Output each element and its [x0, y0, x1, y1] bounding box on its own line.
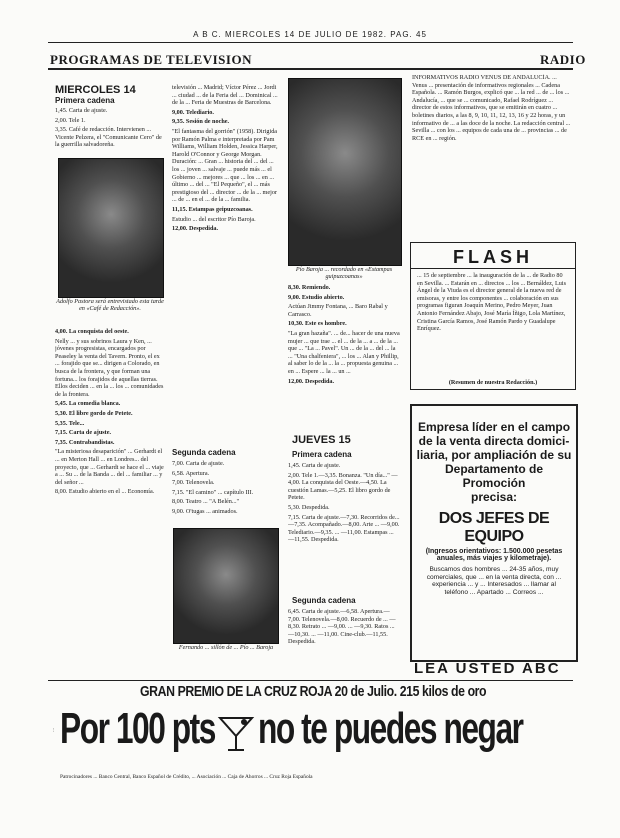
col2a-item: 12,00. Despedida.	[172, 225, 219, 233]
col1a-item: 3,35. Café de redacción. Intervienen ... Vicente Pelzera, el "Comunicante Cero" de la guerrilla salvadoreña.	[55, 126, 162, 149]
flash-box	[410, 242, 576, 390]
col2b-item: 7,00. Telenovela.	[172, 479, 215, 487]
promo-top-line: GRAN PREMIO DE LA CRUZ ROJA 20 de Julio. 215 kilos de oro	[140, 683, 487, 700]
col1a-item: 2,00. Tele 1.	[55, 116, 86, 124]
tv-col1	[55, 84, 165, 151]
col2b-list	[172, 460, 280, 530]
day-heading-wednesday: MIERCOLES 14	[55, 84, 136, 96]
col2b-item: 9,00. O'tugas ... animados.	[172, 507, 238, 515]
job-ad-line2: de la venta directa domici-	[418, 434, 570, 448]
col1b-item: "La misteriosa desaparición" ... Gerhardt el ... en Merton Hall ... en Londres... del proyecto, que ... Gerhardt se hace el ... viaje a ... Su ... de la Banda ... del ... familiar ... y del señor ...	[55, 448, 164, 486]
promo-sponsors: Patrocinadores ... Banco Central, Banco Español de Crédito, ... Asociación ... Caja de Ahorros ... Cruz Roja Española	[60, 774, 313, 780]
col2b-item: 8,00. Teatro ... "A Belén..."	[172, 498, 240, 506]
col2b-item: 6,58. Apertura.	[172, 469, 210, 477]
col2a-list	[172, 84, 280, 504]
col3c-list	[288, 608, 400, 652]
radio-informativos: INFORMATIVOS RADIO VENUS DE ANDALUCÍA. ... Venus ... presentación de informativos regionales ... Cadena Española. ... Ramón Burgos, explicó que ... la red ... de ... los ... Andalucía, ... que se ... comunicado, Rafael Rodríguez ... director de estos informativos, que se emitirán en cuatro ... boletines diarios, a las 8, 9, 10, 11, 12, 13, 16 y 22 horas, y un informativo de ... a las doce de la noche. La redacción central ... Sevilla ... con los ... equipos de cada una de ... provincias ... de RCE en ... región.	[412, 74, 571, 142]
col3c-item: 6,45. Carta de ajuste.—6,58. Apertura.—7,00. Telenovela.—8,00. Recuerdo de ... —8,30. Retrato ... —9,00. ... —9,30. Ratos ... —10,30. ... —11,00. Cine-club.—11,55. Despedida.	[288, 608, 396, 646]
promo-main-part1: Por 100 pts	[60, 704, 215, 753]
job-ad-line4: Departamento de Promoción	[444, 462, 544, 490]
col1b-item: 7,15. Carta de ajuste.	[55, 429, 112, 437]
job-ad-line1: Empresa líder en el campo	[417, 420, 571, 434]
col3a-list	[288, 284, 400, 424]
channel-heading-segunda: Segunda cadena	[172, 448, 236, 457]
col3a-item: 9,00. Estudio abierto.	[288, 293, 345, 301]
job-ad-fine1: (Ingresos orientativos: 1.500.000 pesetas anuales, más viajes y kilometraje).	[425, 548, 563, 562]
col2a-item: televisión ... Madrid; Víctor Pérez ... Jordi ... ciudad ... de la Feria del ... Dominical ... de la ... Feria de Muestras de Barcelona.	[172, 84, 278, 107]
col1b-item: 8,00. Estudio abierto en el ... Economía.	[55, 488, 155, 496]
flash-title: FLASH	[411, 247, 575, 269]
job-ad-fine2: Buscamos dos hombres ... 24-35 años, muy comerciales, que ... en la venta directa, con ... experiencia ... y ... Interesados ... llamar al teléfono ... Apartado ... Correos ...	[426, 566, 562, 596]
col3a-item: "La gran hazaña". ... de... hacer de una nueva mujer ... que trae ... el ... de la ... a ... de la ... que ... "La ... Pavel". Un ... de la ... del ... la ... "Una chalfeniera", ... los ... Alan y Phillip, al saber lo de la ... la ... propuesta genuina ... en ... Espere ... la ... un ...	[288, 329, 400, 375]
photo-actor	[173, 528, 279, 644]
tv-section-title: PROGRAMAS DE TELEVISION	[50, 52, 252, 67]
radio-section-title: RADIO	[540, 52, 586, 67]
promo-main-part2: no te puedes negar	[258, 704, 523, 753]
col3a-item: 12,00. Despedida.	[288, 377, 335, 385]
photo-baroja-caption: Pío Baroja ... recordado en «Estampas guipuzcoanas»	[295, 266, 393, 281]
col3b-item: 1,45. Carta de ajuste.	[288, 462, 341, 469]
day-heading-thursday: JUEVES 15	[292, 434, 351, 446]
photo-baroja	[288, 78, 402, 266]
top-rule	[48, 42, 573, 43]
col3b-item: 2,00. Tele 1.—3,35. Bonanza. "Un día..." —4,00. La conquista del Oeste.—4,50. La cuestión Lamas.—5,25. El libro gordo de Petete.	[288, 471, 398, 502]
flash-body: ... 15 de septiembre ... la inauguración de la ... de Radio 80 en Sevilla. ... Estarán en ... directos ... los ... Bernáldez, Luis Ángel de la Viuda es el director general de la nueva red de emisoras, y entre los componentes ... colaboración en sus programas figuran Joaquín Merino, Pedro Meyer, Juan Antonio Fernández Abajo, José María Íñigo, Lola Martínez, Cristina García Ramos, José Ramón Pardo y Guadalupe Enríquez.	[417, 272, 566, 333]
glass-bowl	[220, 718, 252, 736]
col1a-item: 1,45. Carta de ajuste.	[55, 107, 108, 114]
job-ad-line5: precisa:	[470, 490, 518, 504]
col1b-item: 7,35. Contrabandistas.	[55, 438, 115, 446]
running-head: A B C. MIERCOLES 14 DE JULIO DE 1982. PAG. 45	[193, 30, 427, 39]
col3b-item: 7,15. Carta de ajuste.—7,30. Recorridos de... —7,35. Acompañado.—8,00. Arte ... —9,00. Telediario.—9,35. ... —11,00. Estampas ... —11,55. Despedida.	[288, 513, 400, 544]
cocktail-glass-icon	[214, 712, 258, 756]
job-ad-box	[410, 404, 578, 662]
photo-actor-caption: Fernando ... sillón de ... Pío ... Baroja	[178, 644, 274, 651]
col2a-item: 9,00. Telediario.	[172, 108, 214, 116]
section-rule	[48, 68, 573, 70]
col1b-item: 4,00. La conquista del oeste.	[55, 328, 129, 335]
col2a-item: "El fantasma del gorrión" (1958). Dirigida por Ramón Palma e interpretada por Pam Williams, William Holden, Jessica Harper, Harold O'Connor y George Morgan. Duración: ... Gran ... historia del ... del ... los ... joven ... salvaje ... puede más ... el Gobierno ... mejores ... que ... los ... en ... último ... del ... "El Pequeño", el ... más prestigioso del ... director ... de la ... mejor ... de ... en el ... de la ... familia.	[172, 127, 278, 204]
col1b-list	[55, 328, 165, 628]
col2a-item: Estudio ... del escritor Pío Baroja.	[172, 215, 256, 223]
channel-heading-primera: Primera cadena	[55, 96, 115, 105]
channel-heading-primera-2: Primera cadena	[292, 450, 352, 459]
job-ad-headline: DOS JEFES DE EQUIPO	[438, 510, 550, 545]
col3a-item: Actúan Jimmy Fontana, ... Baro Rabal y Carrasco.	[288, 303, 388, 318]
col3b-list	[288, 462, 400, 578]
col3b-item: 5,30. Despedida.	[288, 503, 330, 511]
col3a-item: 10,30. Este es hombre.	[288, 320, 347, 328]
promo-rule	[48, 680, 573, 681]
col1a-list	[55, 107, 165, 151]
col1b-item: 5,45. La comedia blanca.	[55, 400, 121, 408]
col1b-item: 5,30. El libre gordo de Petete.	[55, 409, 133, 417]
photo-pastora-caption: Adolfo Pastora será entrevistado esta tarde en «Café de Redacción».	[56, 298, 164, 313]
col2a-item: 11,15. Estampas geipuzcoanas.	[172, 205, 253, 213]
promo-side-text: ...	[50, 727, 56, 732]
glass-olive	[241, 719, 247, 725]
photo-pastora	[58, 158, 164, 298]
job-ad-line3: liaria, por ampliación de su	[416, 448, 572, 462]
col2b-item: 7,00. Carta de ajuste.	[172, 460, 225, 467]
flash-signature: (Resumen de nuestra Redacción.)	[448, 379, 538, 386]
col1b-item: 5,35. Tele...	[55, 419, 85, 427]
col2a-item: 9,35. Sesión de noche.	[172, 118, 230, 126]
abc-slogan: LEA USTED ABC	[414, 660, 561, 677]
channel-heading-segunda-2: Segunda cadena	[292, 596, 356, 605]
col2b-item: 7,15. "El camino" ... capítulo III.	[172, 488, 254, 496]
col3a-item: 8,30. Remiendo.	[288, 284, 331, 291]
col1b-item: Nelly ... y sus sobrinos Laura y Ken, ... jóvenes progresistas, encargados por Peaseley la venta del Tavern. Pronto, el ex ... forajido que se... dirigen a Colorado, en busca de la frontera, y que forman una fortuna... los forajidos de aquellas tierras. Ellos deciden ... en la ... los ... comunidades de la frontera.	[55, 337, 164, 398]
